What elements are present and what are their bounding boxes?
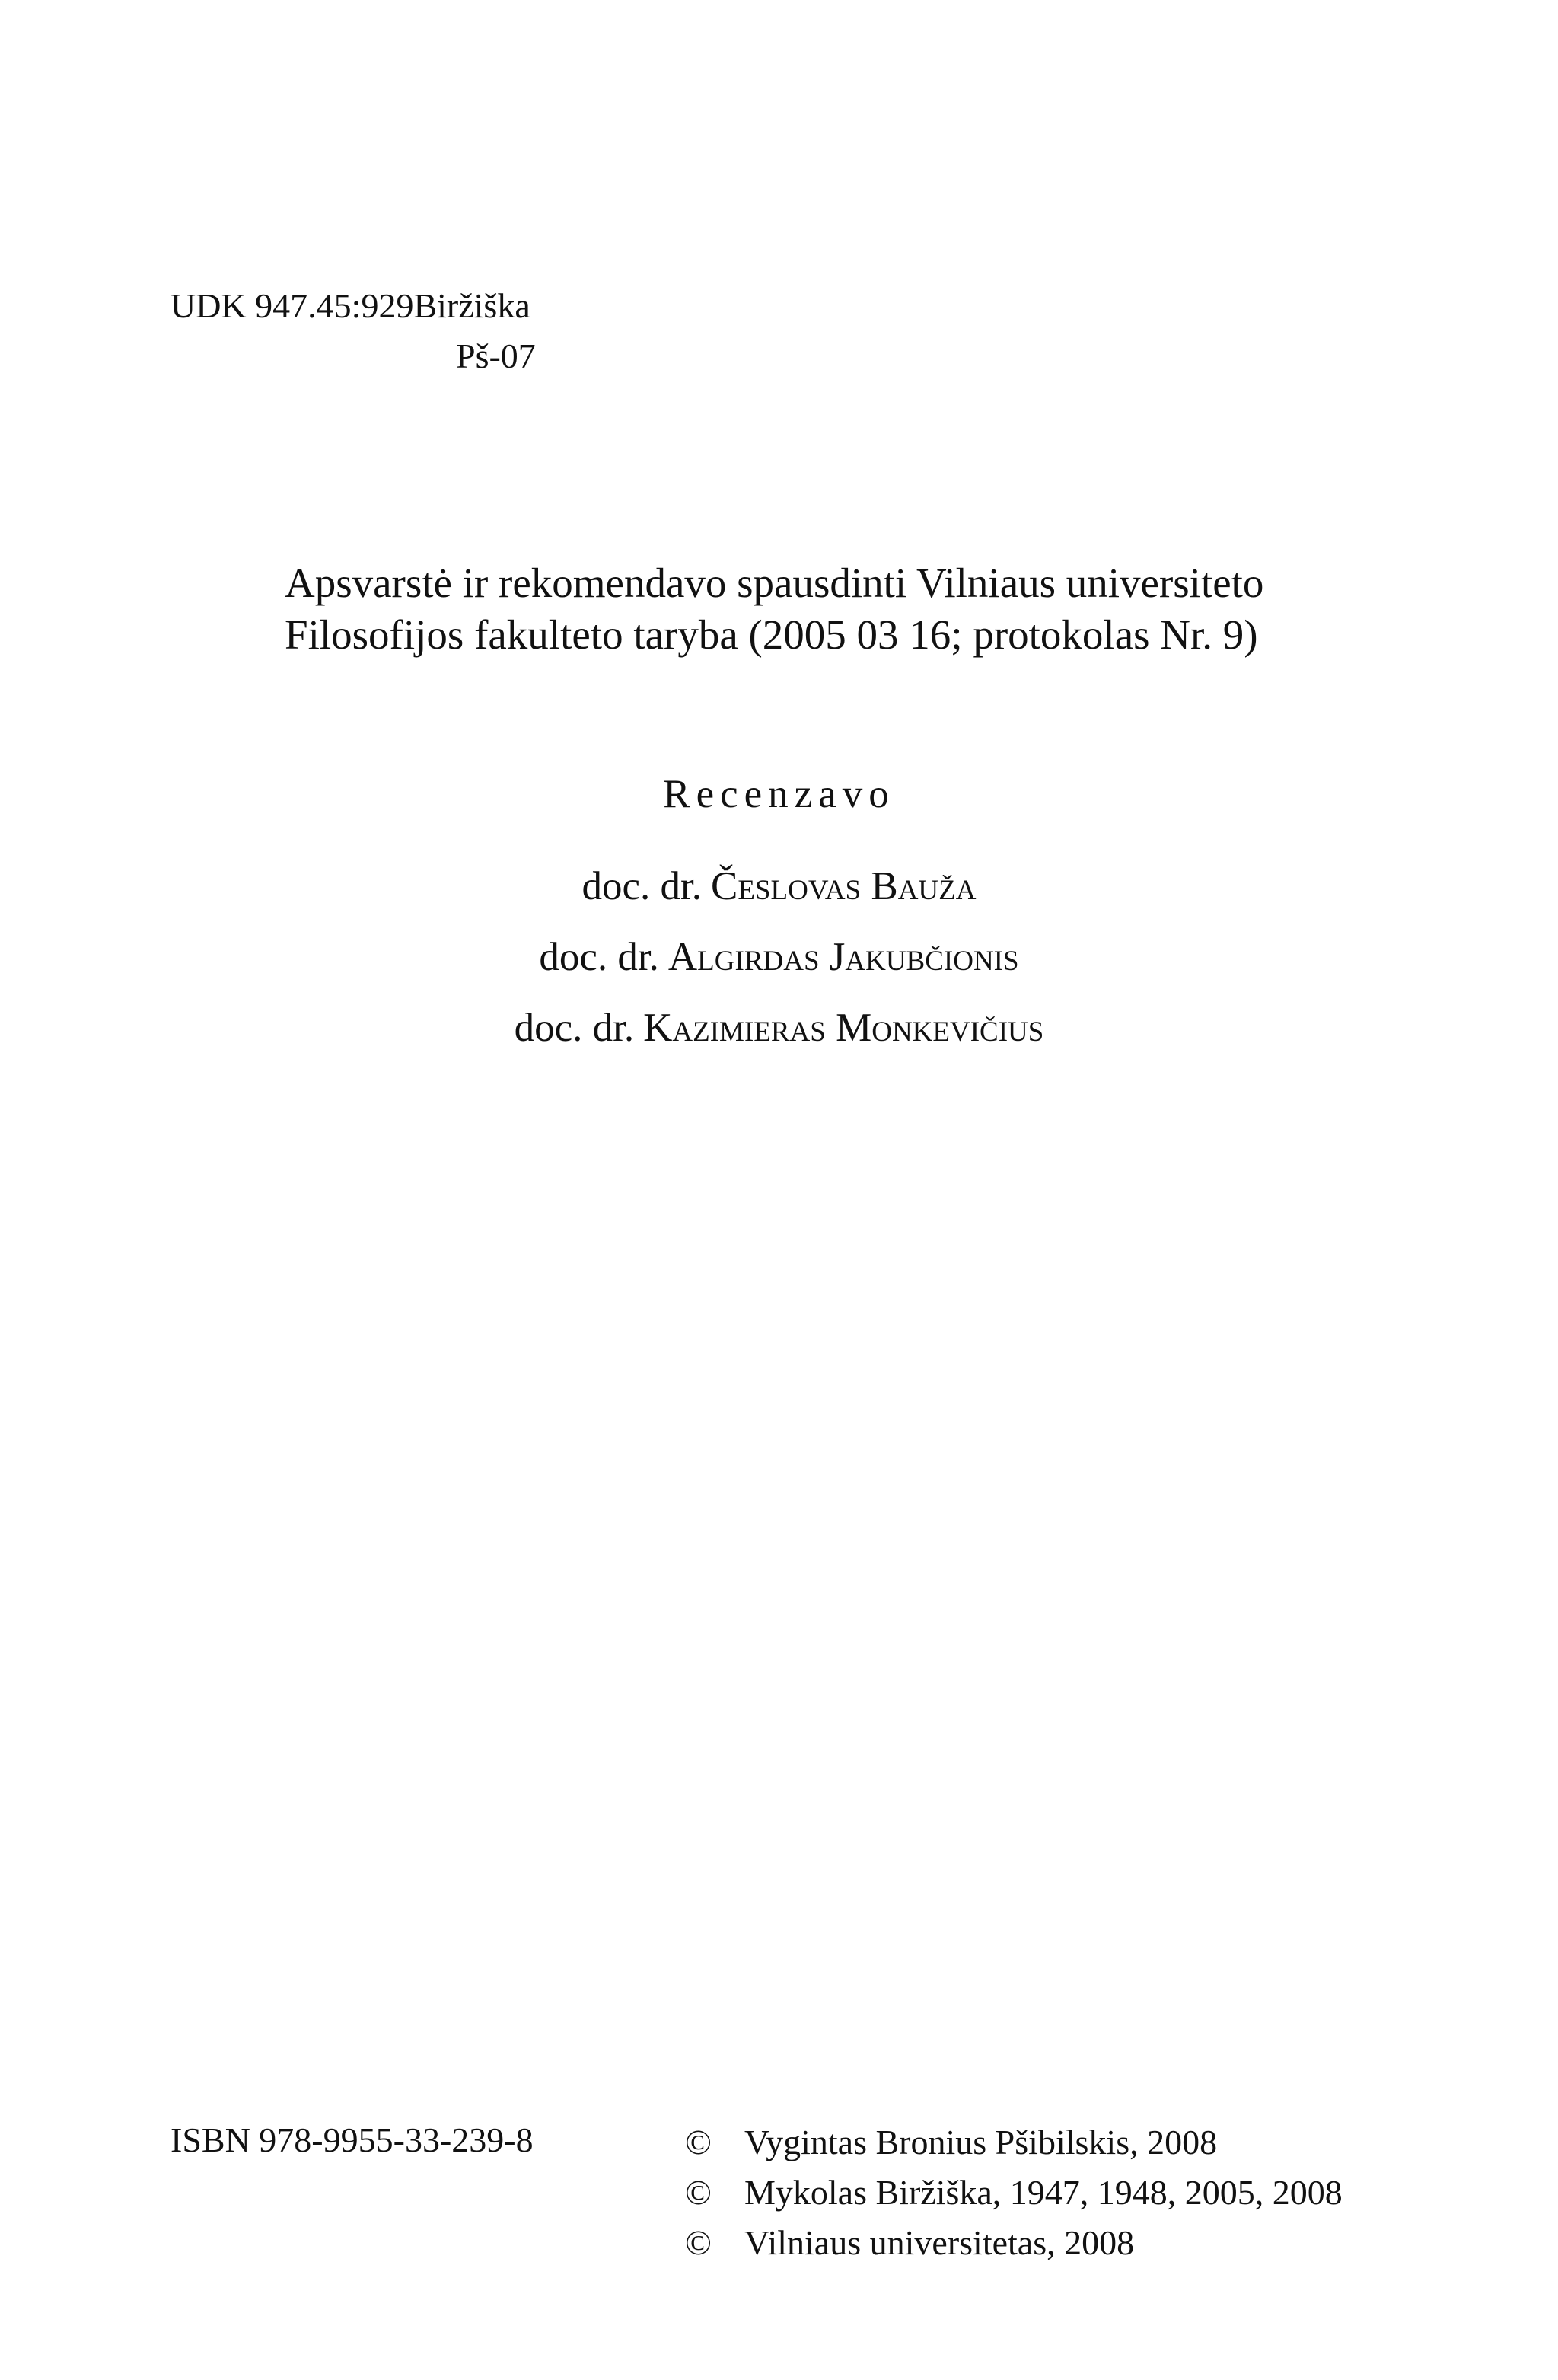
copyright-list (685, 2117, 1343, 2268)
reviewer-title: doc. dr. (539, 935, 659, 979)
approval-line: Apsvarstė ir rekomendavo spausdinti Vilniaus universiteto (285, 560, 1264, 606)
reviewers-list (0, 851, 1558, 1064)
reviewer-name: Algirdas Jakubčionis (667, 935, 1019, 979)
udk-classification: UDK 947.45:929Biržiška (170, 286, 530, 325)
isbn-number: ISBN 978-9955-33-239-8 (170, 2120, 534, 2159)
copyright-icon: © (685, 2223, 712, 2262)
reviewer-title: doc. dr. (581, 864, 703, 908)
reviewers-heading: Recenzavo (663, 772, 895, 816)
copyright-entry (685, 2218, 1343, 2268)
copyright-entry (685, 2168, 1343, 2218)
copyright-icon: © (685, 2123, 712, 2161)
copyright-holder: Mykolas Biržiška, 1947, 1948, 2005, 2008 (744, 2173, 1343, 2212)
reviewer-entry (0, 922, 1558, 993)
reviewer-entry (0, 993, 1558, 1064)
reviewer-name: Kazimieras Monkevičius (643, 1006, 1044, 1050)
author-code: Pš-07 (456, 337, 536, 375)
copyright-icon: © (685, 2173, 712, 2212)
copyright-holder: Vilniaus universitetas, 2008 (744, 2223, 1135, 2262)
reviewer-entry (0, 851, 1558, 922)
approval-note (285, 557, 1350, 661)
copyright-holder: Vygintas Bronius Pšibilskis, 2008 (744, 2123, 1218, 2161)
copyright-entry (685, 2117, 1343, 2168)
reviewer-title: doc. dr. (514, 1006, 635, 1050)
approval-line: Filosofijos fakulteto taryba (2005 03 16; protokolas Nr. 9) (285, 611, 1258, 658)
reviewer-name: Česlovas Bauža (711, 864, 977, 908)
